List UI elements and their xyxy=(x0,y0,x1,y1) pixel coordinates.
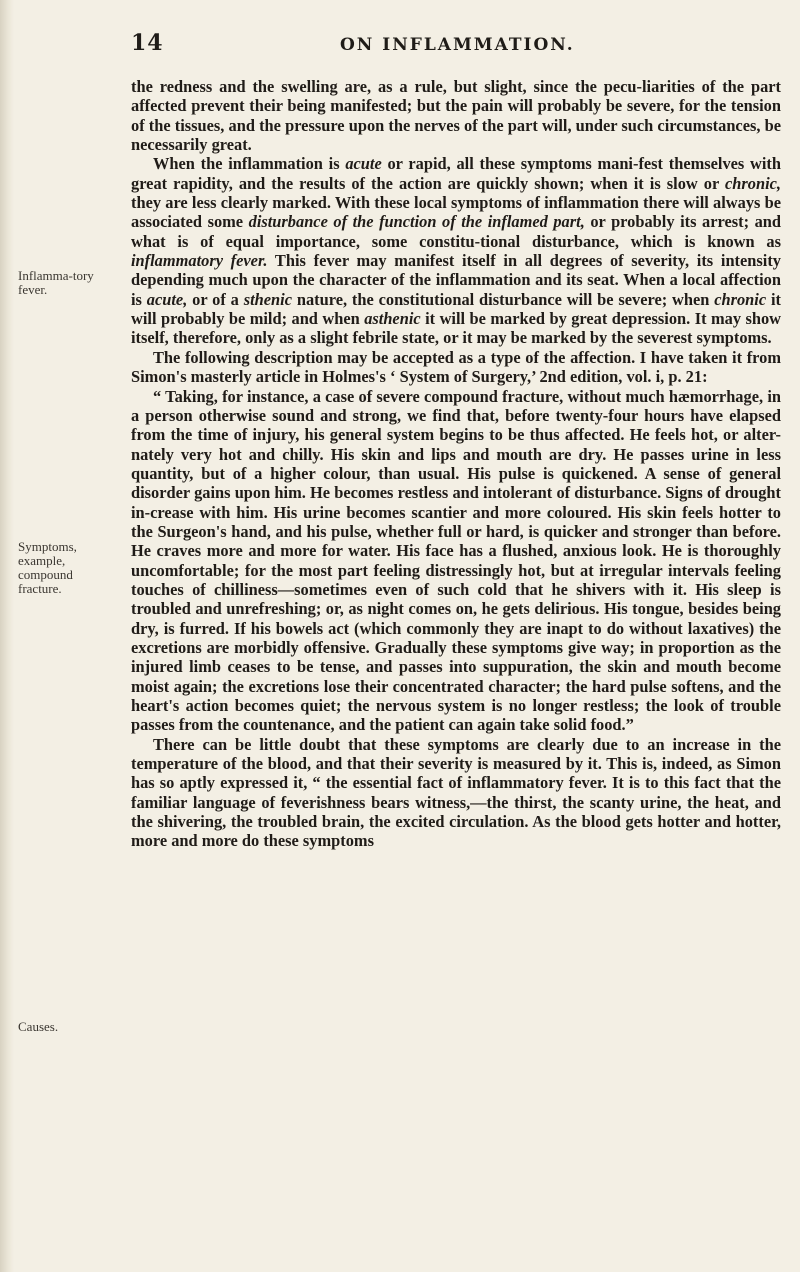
body-text xyxy=(131,77,781,851)
text-run: or rapid, all these symptoms mani-fest themselves with great rapidity, and the results of the action are quickly shown; when it is slow or xyxy=(131,154,781,193)
italic-text: asthenic xyxy=(364,309,421,329)
paragraph xyxy=(131,735,781,851)
paragraph xyxy=(131,154,781,347)
text-run: or probably its arrest; and what is of equal importance, some constitu-tional disturbance, which is known as xyxy=(131,212,782,251)
text-run: they are less clearly marked. With these local symptoms of inflammation there will always be associated some xyxy=(131,193,781,232)
text-run: or of a xyxy=(187,289,244,309)
paragraph xyxy=(131,387,781,735)
italic-text: inflammatory fever. xyxy=(131,251,268,271)
text-run: “ Taking, for instance, a case of severe compound fracture, without much hæmorrhage, in a person otherwise sound and strong, we find that, before twenty-four hours have elapsed from the time of injury, his general system begins to be thus affected. He feels hot, or alter-nately very hot and chilly. His skin and lips and mouth are dry. He passes urine in less quantity, but of a higher colour, than usual. His pulse is quickened. A sense of general disorder gains upon him. He becomes restless and intolerant of disturbance. Signs of drought in-crease with him. His urine becomes scantier and more coloured. His skin feels hotter to the Surgeon's hand, and his pulse, whether full or hard, is quicker and stronger than before. He craves more and more for water. His face has a flushed, anxious look. He is thoroughly uncomfortable; for the most part feeling distressingly hot, but at irregular intervals feeling touches of chilliness—sometimes even of such cold that he shivers with it. His sleep is troubled and unrefreshing; or, as night comes on, he gets delirious. His tongue, besides being dry, is furred. If his bowels act (which commonly they are inapt to do without laxatives) the excretions are morbidly offensive. Gradually these symptoms give way; in proportion as the injured limb ceases to be tense, and passes into suppuration, the skin and mouth become moist again; the excretions lose their concentrated character; the hard pulse softens, and the heart's action becomes quiet; the nervous system is no longer restless; the look of trouble passes from the countenance, and the patient can again take solid food.” xyxy=(131,386,781,735)
running-head: ON INFLAMMATION. xyxy=(340,35,575,55)
text-run: the redness and the swelling are, as a rule, but slight, since the pecu-liarities of the part affected prevent their being manifested; but the pain will probably be severe, for the tension of the tissues, and the pressure upon the nerves of the part will, under such circumstances, be necessarily great. xyxy=(131,77,781,155)
paragraph xyxy=(131,77,781,154)
italic-text: chronic xyxy=(714,289,767,309)
italic-text: chronic, xyxy=(724,173,781,193)
binding-gutter xyxy=(0,0,14,1272)
margin-note-causes: Causes. xyxy=(18,1019,59,1034)
page-number: 14 xyxy=(131,30,164,56)
text-run: This fever may manifest itself in all degrees of severity, its intensity depending much upon the character of the inflammation and its seat. When a local affection is xyxy=(131,251,781,309)
text-run: The following description may be accepted as a type of the affection. I have taken it from Simon's masterly article in Holmes's ‘ System of Surgery,’ 2nd edition, vol. i, p. 21: xyxy=(131,347,781,387)
text-run: nature, the constitutional disturbance will be severe; when xyxy=(291,289,715,309)
paragraph xyxy=(131,348,781,387)
margin-note-symptoms: Symptoms, example, compound fracture. xyxy=(18,539,77,596)
italic-text: disturbance of the function of the inflamed part, xyxy=(248,212,585,232)
text-run: it will probably be mild; and when xyxy=(131,289,781,329)
margin-note-inflammatory-fever: Inflamma-tory fever. xyxy=(18,268,94,297)
italic-text: acute, xyxy=(146,289,188,309)
italic-text: sthenic xyxy=(243,289,292,309)
text-run: There can be little doubt that these symptoms are clearly due to an increase in the temperature of the blood, and that their severity is measured by it. This is, indeed, as Simon has so aptly expressed it, “ the essential fact of inflammatory fever. It is to this fact that the familiar language of feverishness bears witness,—the thirst, the scanty urine, the heat, and the shivering, the troubled brain, the excited circulation. As the blood gets hotter and hotter, more and more do these symptoms xyxy=(131,734,781,851)
text-run: When the inflammation is xyxy=(153,154,346,174)
italic-text: acute xyxy=(345,154,382,174)
text-run: it will be marked by great depression. It may show itself, therefore, only as a slight febrile state, or it may be marked by the severest symptoms. xyxy=(131,309,782,348)
